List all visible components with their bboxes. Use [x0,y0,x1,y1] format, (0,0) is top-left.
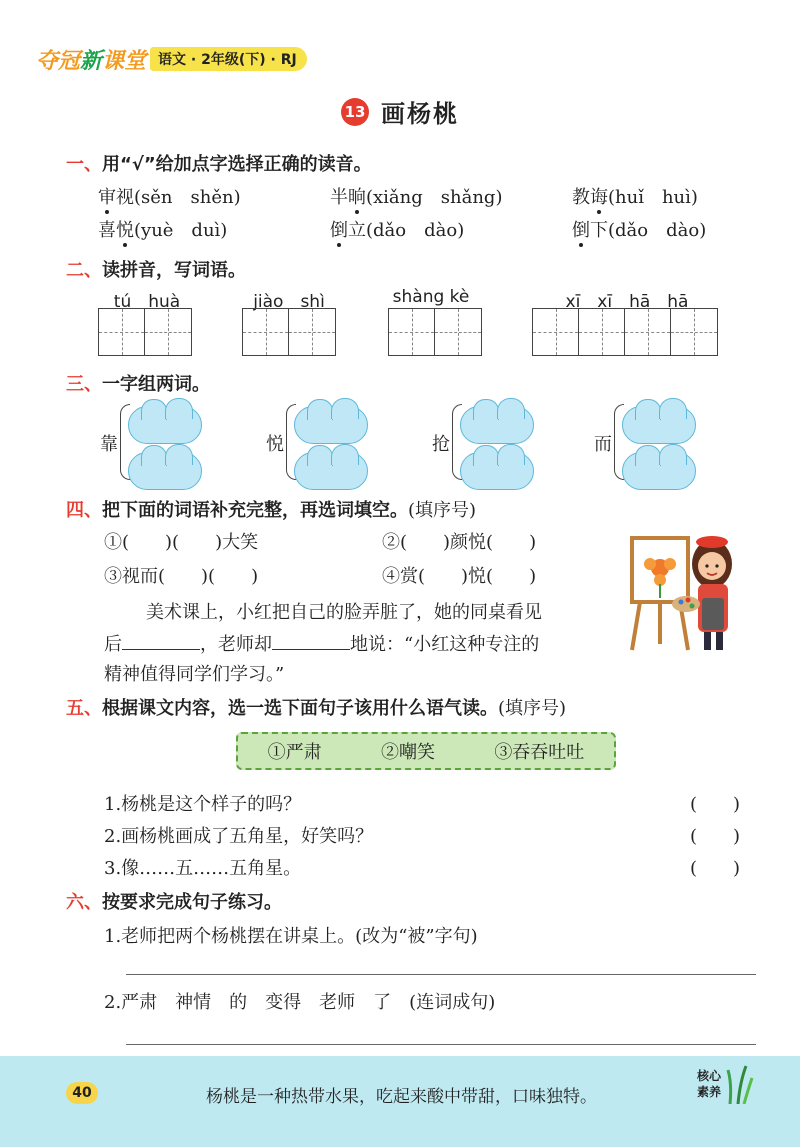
subject-tag: 语文 · 2年级(下) · RJ [150,47,307,71]
lesson-name: 画杨桃 [381,100,459,128]
s4-item-3: ③视而( )( ) [104,566,259,587]
writing-grid-2[interactable] [242,308,336,356]
s4-paragraph-line-3: 精神值得同学们学习。” [104,664,285,685]
s1-item-4: 喜悦(yuè duì) [98,220,228,241]
writing-grid-1[interactable] [98,308,192,356]
s3-char-3: 抢 [432,434,450,455]
s1-item-5: 倒立(dǎo dào) [330,220,465,241]
pinyin-4: xī xī hā hā [565,292,689,312]
s6-question-1: 1.老师把两个杨桃摆在讲桌上。(改为“被”字句) [104,926,478,947]
lesson-title [0,94,800,129]
answer-paren[interactable]: ( ) [690,794,741,815]
section-4-title: 四、把下面的词语补充完整，再选词填空。(填序号) [66,500,477,521]
answer-cloud[interactable] [460,452,534,490]
lesson-number-badge: 13 [341,98,369,126]
header-bar [36,44,366,74]
section-1-title: 一、用“√”给加点字选择正确的读音。 [66,154,372,175]
answer-cloud[interactable] [128,406,202,444]
pinyin-1: tú huà [113,292,181,312]
page-number: 40 [66,1082,98,1104]
s1-item-1: 审视(sěn shěn) [98,187,241,208]
s5-item-2: 2.画杨桃画成了五角星，好笑吗？ [104,826,374,847]
fill-blank[interactable] [122,634,200,650]
s5-item-3: 3.像……五……五角星。 [104,858,302,879]
s4-item-2: ②( )颜悦( ) [382,532,537,553]
section-5-title: 五、根据课文内容，选一选下面句子该用什么语气读。(填序号) [66,698,567,719]
s6-question-2: 2.严肃 神情 的 变得 老师 了 (连词成句) [104,992,496,1013]
grass-icon [726,1064,754,1104]
footer-fact: 杨桃是一种热带水果，吃起来酸中带甜，口味独特。 [206,1087,597,1107]
answer-paren[interactable]: ( ) [690,826,741,847]
core-literacy-badge: 核心 素养 [696,1069,721,1099]
section-3-title: 三、一字组两词。 [66,374,210,395]
tone-option-2: ②嘲笑 [380,742,435,763]
answer-cloud[interactable] [622,406,696,444]
s1-item-6: 倒下(dǎo dào) [572,220,707,241]
brand-logo: 夺冠新课堂 [36,48,147,74]
girl-painting-illustration [628,524,748,652]
section-6-title: 六、按要求完成句子练习。 [66,892,282,913]
s1-item-3: 教诲(huǐ huì) [572,187,698,208]
s4-paragraph-line-2: 后 ，老师却 地说：“小红这种专注的 [104,634,540,655]
section-2-title: 二、读拼音，写词语。 [66,260,246,281]
tone-option-1: ①严肃 [267,742,322,763]
answer-cloud[interactable] [128,452,202,490]
s3-char-1: 靠 [100,434,118,455]
answer-cloud[interactable] [460,406,534,444]
s1-item-2: 半晌(xiǎng shǎng) [330,187,503,208]
pinyin-2: jiào shì [253,292,325,312]
writing-grid-3[interactable] [388,308,482,356]
answer-line[interactable] [126,974,756,975]
answer-cloud[interactable] [294,406,368,444]
writing-grid-4[interactable] [532,308,718,356]
fill-blank[interactable] [272,634,350,650]
answer-paren[interactable]: ( ) [690,858,741,879]
tone-option-3: ③吞吞吐吐 [494,742,585,763]
s3-char-2: 悦 [266,434,284,455]
pinyin-3: shàng kè [392,287,470,307]
tone-options-box [236,732,616,770]
answer-cloud[interactable] [294,452,368,490]
answer-line[interactable] [126,1044,756,1045]
s5-item-1: 1.杨桃是这个样子的吗？ [104,794,302,815]
s4-item-1: ①( )( )大笑 [104,532,259,553]
s4-item-4: ④赏( )悦( ) [382,566,537,587]
s3-char-4: 而 [594,434,612,455]
s4-paragraph-line-1: 美术课上，小红把自己的脸弄脏了，她的同桌看见 [146,602,542,623]
answer-cloud[interactable] [622,452,696,490]
